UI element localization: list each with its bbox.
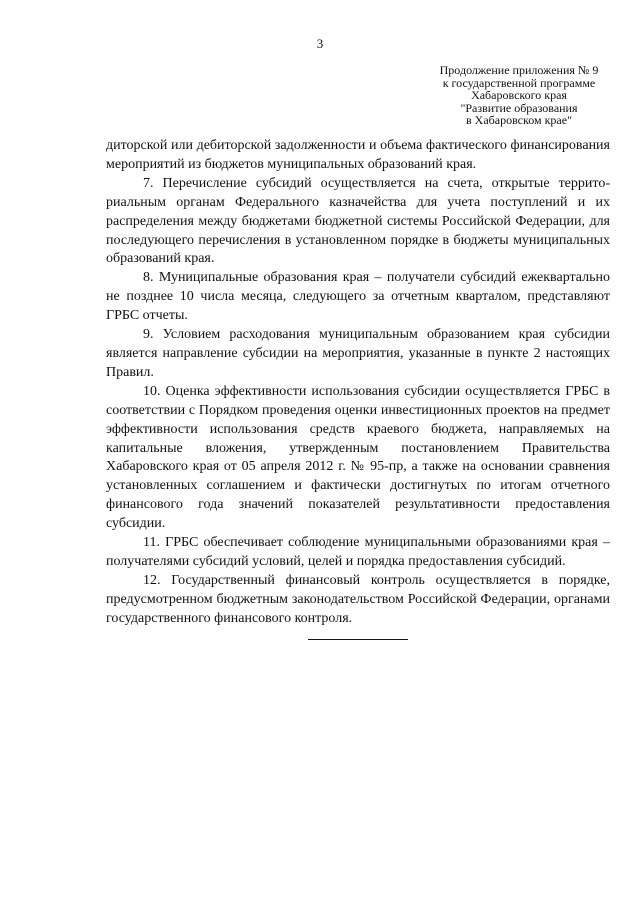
paragraph-12: 12. Государственный финансовый контроль осуществляется в порядке, предусмотренном бюджетным законодательством Российской Федерации, органами государственного финансового контроля.	[106, 572, 610, 626]
paragraph-continuation: диторской или дебиторской задолженности и объема фактического финансирования мероприятий из бюджетов муниципальных образований края.	[106, 138, 610, 172]
paragraph-9: 9. Условием расходования муниципальным образованием края субсидии является направление субсидии на мероприятия, указанные в пункте 2 настоящих Правил.	[106, 327, 610, 380]
header-note-line: Продолжение приложения № 9	[439, 63, 599, 77]
paragraph-7: 7. Перечисление субсидий осуществляется на счета, открытые территориальным органам Федерального казначейства для учета поступлений и их распределения между бюджетами бюджетной системы Российской Федерации, для последующего перечисления в установленном порядке в бюджеты муниципальных образований края.	[106, 175, 610, 267]
header-note-line: Хабаровского края	[471, 88, 567, 102]
end-divider-line	[308, 639, 408, 640]
paragraph-11: 11. ГРБС обеспечивает соблюдение муниципальными образованиями края – получателями субсидий условий, целей и порядка предоставления субсидий.	[106, 535, 610, 569]
page-number: 3	[316, 36, 324, 51]
header-note-line: к государственной программе	[442, 75, 596, 90]
document-body	[106, 137, 610, 629]
appendix-header-note	[424, 64, 614, 127]
paragraph-8: 8. Муниципальные образования края – получатели субсидий ежеквартально не позднее 10 числа месяца, следующего за отчетным кварталом, представляют ГРБС отчеты.	[106, 270, 610, 324]
header-note-line: в Хабаровском крае"	[466, 113, 572, 127]
paragraph-10: 10. Оценка эффективности использования субсидии осуществляется ГРБС в соответствии с Порядком проведения оценки инвестиционных проектов на предмет эффективности использования средств краевого бюджета, направляемых на капитальные вложения, утвержденным постановлением Правительства Хабаровского края от 05 апреля 2012 г. № 95-пр, а также на основании сравнения установленных соглашением и фактически достигнутых по итогам отчетного финансового года значений показателей результативности предоставления субсидии.	[106, 383, 610, 532]
header-note-line: "Развитие образования	[460, 100, 578, 115]
